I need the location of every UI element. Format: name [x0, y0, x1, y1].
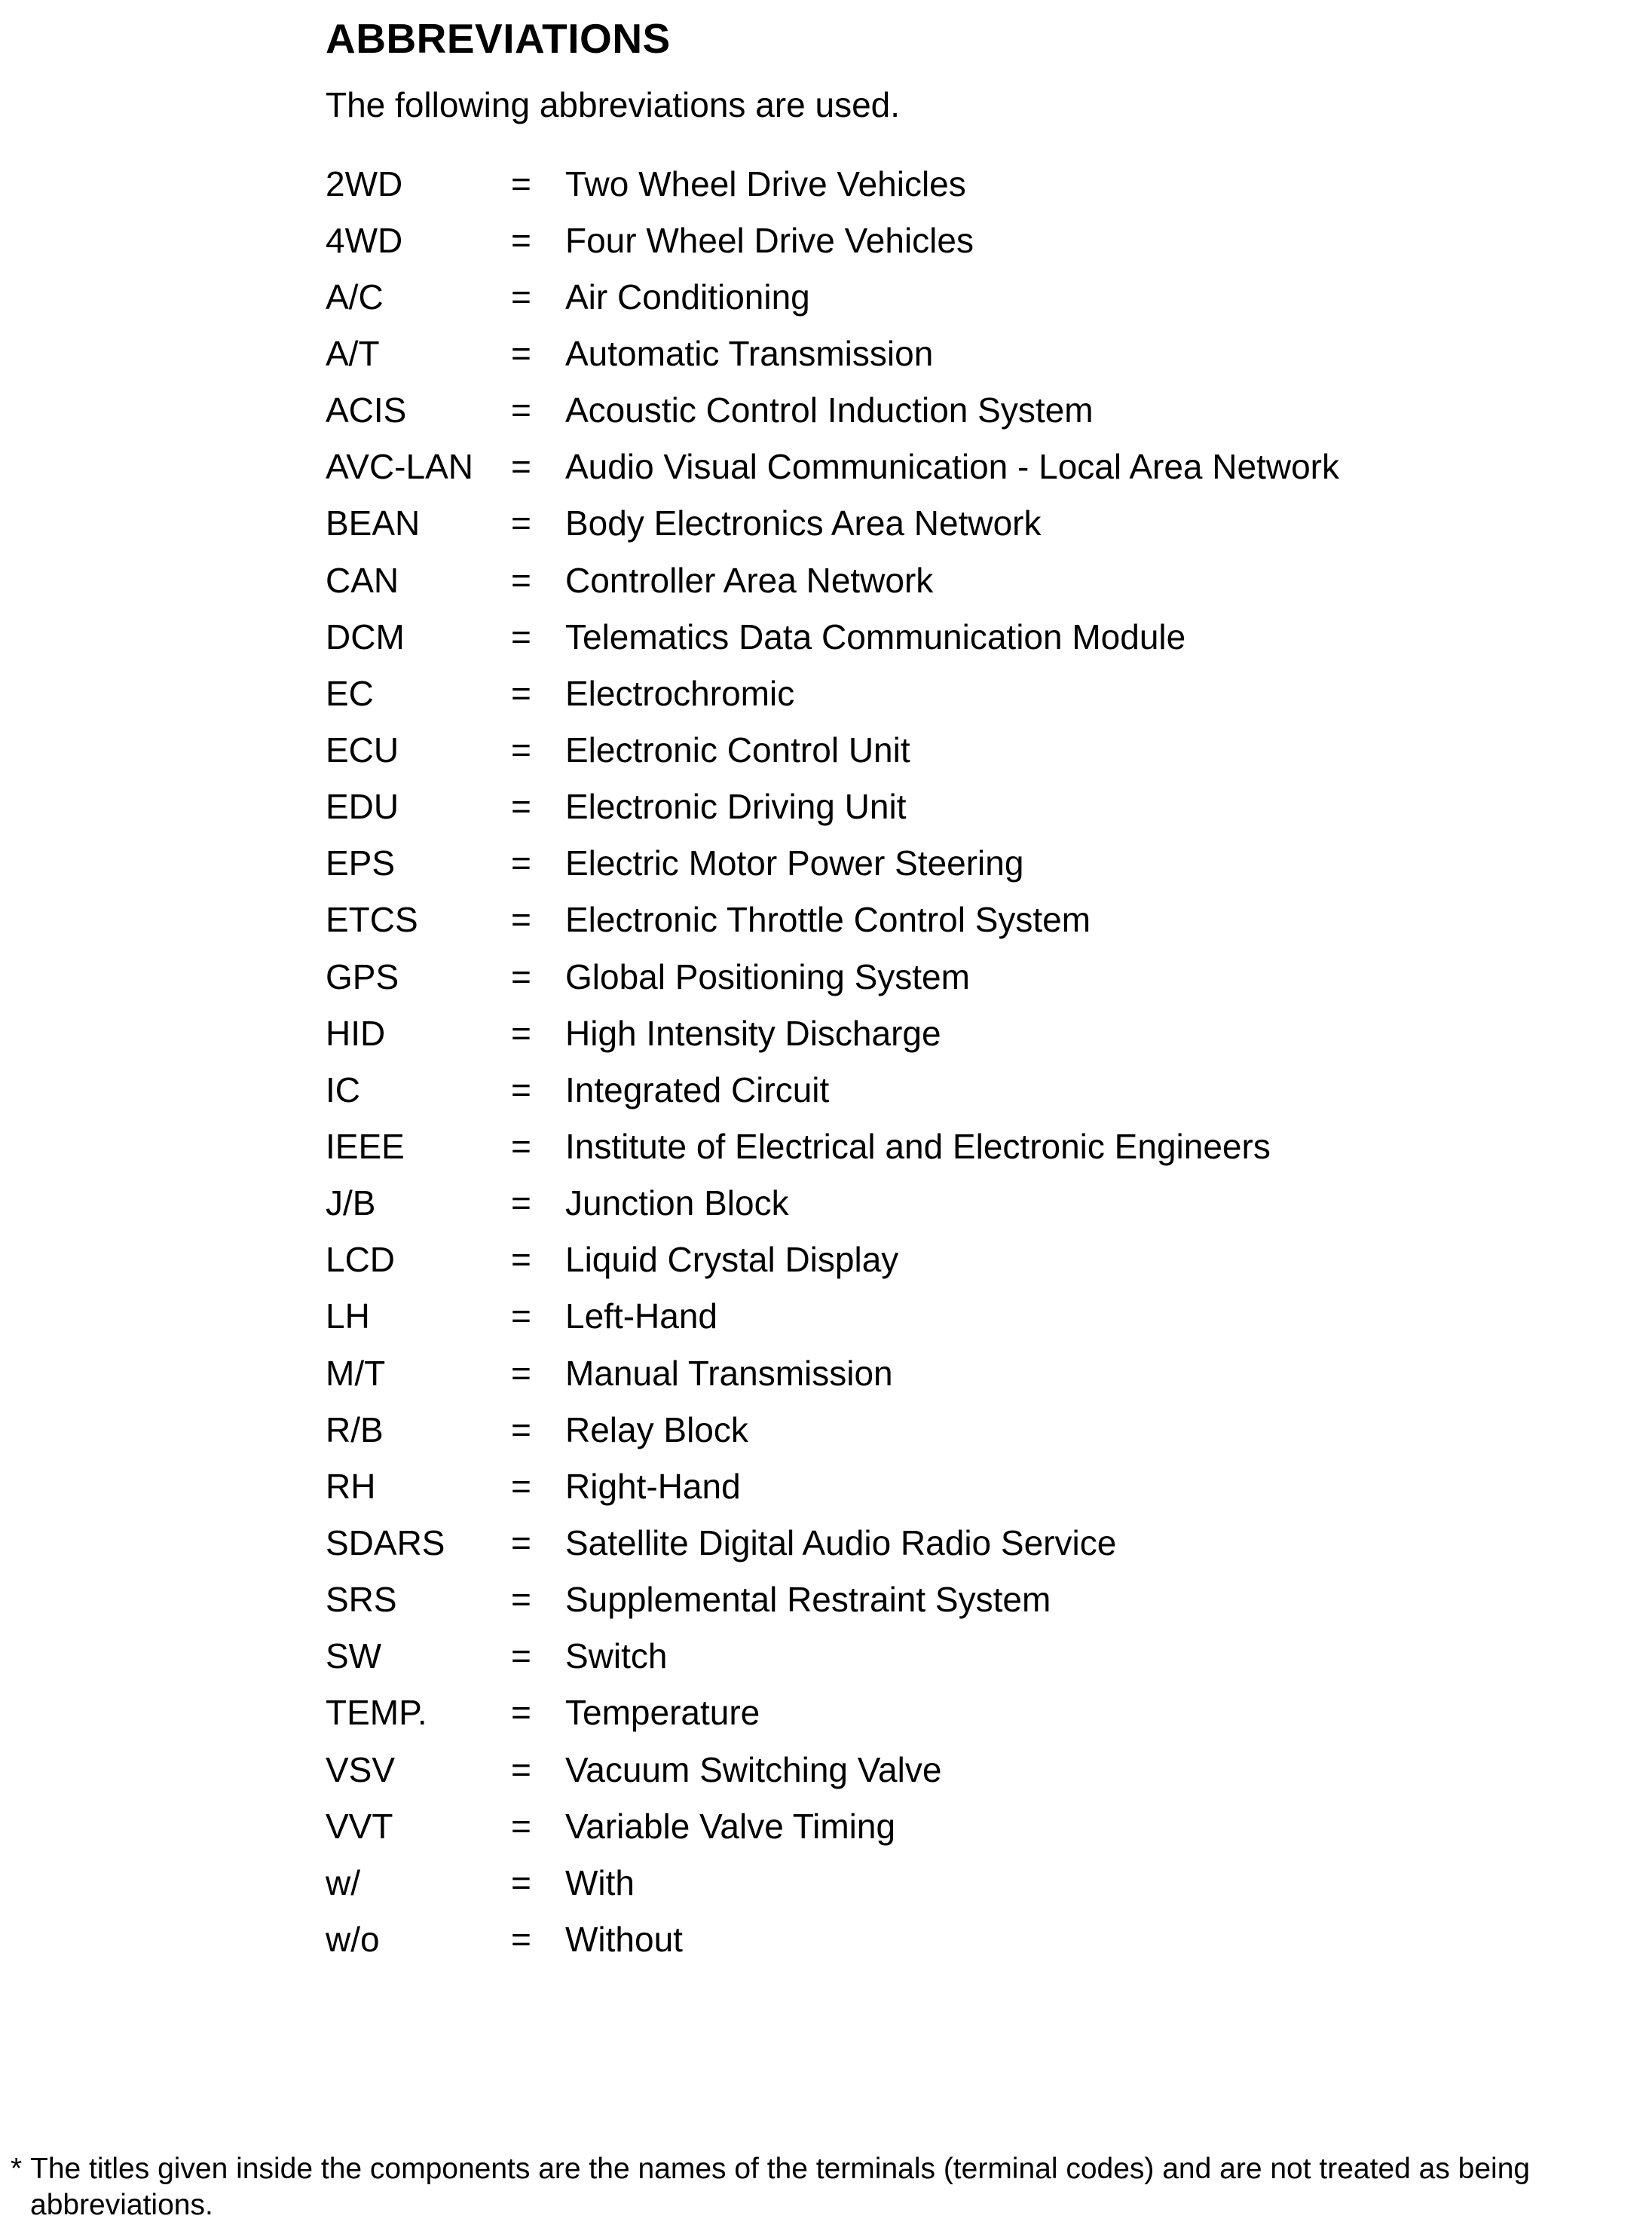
abbreviation-term: DCM	[326, 617, 405, 656]
abbreviation-definition: Without	[565, 1919, 683, 1959]
abbreviation-term: J/B	[326, 1183, 376, 1223]
footnote-mark: *	[11, 2153, 23, 2185]
abbreviation-row	[326, 1458, 1339, 1514]
equals-sign: =	[511, 447, 531, 487]
abbreviation-definition: Global Positioning System	[565, 956, 970, 996]
abbreviation-term: AVC-LAN	[326, 447, 473, 487]
equals-sign: =	[511, 1296, 531, 1336]
abbreviation-definition: Vacuum Switching Valve	[565, 1749, 942, 1789]
abbreviation-definition: Electronic Driving Unit	[565, 787, 907, 827]
abbreviation-definition: With	[565, 1862, 635, 1902]
abbreviation-definition: Two Wheel Drive Vehicles	[565, 164, 966, 204]
abbreviation-definition: Liquid Crystal Display	[565, 1240, 899, 1280]
abbreviation-row	[326, 1061, 1339, 1118]
equals-sign: =	[511, 1523, 531, 1562]
abbreviation-definition: Manual Transmission	[565, 1353, 893, 1393]
abbreviation-term: ACIS	[326, 390, 407, 430]
abbreviation-row	[326, 552, 1339, 608]
equals-sign: =	[511, 1636, 531, 1676]
abbreviation-term: LH	[326, 1296, 370, 1336]
abbreviation-row	[326, 1175, 1339, 1232]
equals-sign: =	[511, 1693, 531, 1733]
abbreviation-definition: Satellite Digital Audio Radio Service	[565, 1523, 1117, 1562]
abbreviation-row	[326, 1798, 1339, 1854]
abbreviation-row	[326, 1232, 1339, 1288]
abbreviation-definition: Institute of Electrical and Electronic Engineers	[565, 1126, 1271, 1166]
equals-sign: =	[511, 1013, 531, 1053]
abbreviation-definition: Temperature	[565, 1693, 760, 1733]
abbreviation-term: ETCS	[326, 900, 418, 940]
abbreviation-row	[326, 608, 1339, 665]
abbreviation-definition: Electronic Throttle Control System	[565, 900, 1091, 940]
abbreviation-definition: Supplemental Restraint System	[565, 1580, 1051, 1620]
abbreviation-row	[326, 1571, 1339, 1628]
abbreviation-definition: Air Conditioning	[565, 277, 810, 317]
abbreviation-list	[326, 155, 1339, 1968]
abbreviation-row	[326, 1288, 1339, 1345]
equals-sign: =	[511, 843, 531, 883]
abbreviation-term: BEAN	[326, 503, 421, 543]
abbreviation-row	[326, 948, 1339, 1005]
intro-text: The following abbreviations are used.	[326, 85, 901, 124]
abbreviation-row	[326, 325, 1339, 381]
abbreviation-row	[326, 779, 1339, 835]
equals-sign: =	[511, 1070, 531, 1109]
abbreviation-term: SRS	[326, 1580, 397, 1620]
abbreviation-definition: Variable Valve Timing	[565, 1806, 896, 1846]
abbreviation-row	[326, 212, 1339, 268]
abbreviation-row	[326, 1741, 1339, 1798]
equals-sign: =	[511, 1580, 531, 1620]
abbreviation-definition: Electronic Control Unit	[565, 730, 910, 770]
abbreviation-definition: Electric Motor Power Steering	[565, 843, 1024, 883]
equals-sign: =	[511, 1126, 531, 1166]
abbreviation-term: SW	[326, 1636, 382, 1676]
abbreviation-term: R/B	[326, 1409, 384, 1449]
equals-sign: =	[511, 1806, 531, 1846]
abbreviation-row	[326, 665, 1339, 721]
abbreviation-row	[326, 892, 1339, 948]
equals-sign: =	[511, 503, 531, 543]
abbreviation-definition: High Intensity Discharge	[565, 1013, 941, 1053]
abbreviation-definition: Audio Visual Communication - Local Area Network	[565, 447, 1339, 487]
abbreviation-term: EPS	[326, 843, 396, 883]
equals-sign: =	[511, 900, 531, 940]
abbreviation-definition: Switch	[565, 1636, 668, 1676]
abbreviation-definition: Telematics Data Communication Module	[565, 617, 1186, 656]
abbreviation-term: IC	[326, 1070, 360, 1109]
equals-sign: =	[511, 390, 531, 430]
abbreviation-row	[326, 1628, 1339, 1685]
abbreviation-row	[326, 1514, 1339, 1571]
equals-sign: =	[511, 1183, 531, 1223]
abbreviation-term: VVT	[326, 1806, 393, 1846]
equals-sign: =	[511, 956, 531, 996]
abbreviation-definition: Four Wheel Drive Vehicles	[565, 220, 974, 260]
abbreviation-row	[326, 1401, 1339, 1458]
abbreviation-term: w/	[326, 1862, 360, 1902]
abbreviation-term: VSV	[326, 1749, 396, 1789]
abbreviation-term: EC	[326, 673, 374, 713]
abbreviation-term: HID	[326, 1013, 386, 1053]
equals-sign: =	[511, 560, 531, 600]
abbreviation-term: IEEE	[326, 1126, 405, 1166]
equals-sign: =	[511, 164, 531, 204]
equals-sign: =	[511, 1240, 531, 1280]
abbreviation-term: LCD	[326, 1240, 396, 1280]
abbreviation-row	[326, 382, 1339, 439]
abbreviation-term: TEMP.	[326, 1693, 427, 1733]
abbreviation-row	[326, 1911, 1339, 1967]
abbreviation-definition: Acoustic Control Induction System	[565, 390, 1094, 430]
abbreviation-row	[326, 1118, 1339, 1174]
abbreviation-row	[326, 721, 1339, 778]
abbreviation-definition: Junction Block	[565, 1183, 789, 1223]
equals-sign: =	[511, 787, 531, 827]
abbreviation-row	[326, 1005, 1339, 1061]
abbreviation-term: A/T	[326, 333, 380, 373]
equals-sign: =	[511, 1919, 531, 1959]
abbreviation-definition: Body Electronics Area Network	[565, 503, 1042, 543]
equals-sign: =	[511, 333, 531, 373]
equals-sign: =	[511, 673, 531, 713]
abbreviation-term: RH	[326, 1466, 376, 1506]
page-title: ABBREVIATIONS	[326, 15, 671, 62]
abbreviation-row	[326, 1345, 1339, 1401]
abbreviation-term: EDU	[326, 787, 399, 827]
abbreviation-row	[326, 1685, 1339, 1741]
abbreviation-term: ECU	[326, 730, 399, 770]
abbreviation-term: 4WD	[326, 220, 403, 260]
abbreviation-term: A/C	[326, 277, 384, 317]
abbreviation-term: w/o	[326, 1919, 380, 1959]
abbreviation-definition: Electrochromic	[565, 673, 795, 713]
abbreviation-definition: Relay Block	[565, 1409, 748, 1449]
abbreviation-definition: Controller Area Network	[565, 560, 934, 600]
footnote-text: The titles given inside the components are the names of the terminals (terminal codes) and are not treated as being abbreviations.	[30, 2153, 1531, 2221]
abbreviation-term: 2WD	[326, 164, 403, 204]
abbreviation-row	[326, 1854, 1339, 1911]
equals-sign: =	[511, 1862, 531, 1902]
abbreviation-term: GPS	[326, 956, 399, 996]
abbreviation-row	[326, 155, 1339, 212]
abbreviation-term: M/T	[326, 1353, 386, 1393]
abbreviation-row	[326, 439, 1339, 495]
equals-sign: =	[511, 1466, 531, 1506]
abbreviation-term: CAN	[326, 560, 399, 600]
equals-sign: =	[511, 277, 531, 317]
equals-sign: =	[511, 220, 531, 260]
equals-sign: =	[511, 1353, 531, 1393]
abbreviation-row	[326, 268, 1339, 325]
abbreviation-term: SDARS	[326, 1523, 445, 1562]
abbreviation-definition: Right-Hand	[565, 1466, 741, 1506]
equals-sign: =	[511, 1409, 531, 1449]
abbreviation-definition: Integrated Circuit	[565, 1070, 830, 1109]
equals-sign: =	[511, 617, 531, 656]
equals-sign: =	[511, 1749, 531, 1789]
abbreviation-definition: Left-Hand	[565, 1296, 718, 1336]
abbreviation-row	[326, 495, 1339, 552]
equals-sign: =	[511, 730, 531, 770]
abbreviation-definition: Automatic Transmission	[565, 333, 934, 373]
abbreviation-row	[326, 835, 1339, 892]
footnote	[11, 2151, 1638, 2223]
